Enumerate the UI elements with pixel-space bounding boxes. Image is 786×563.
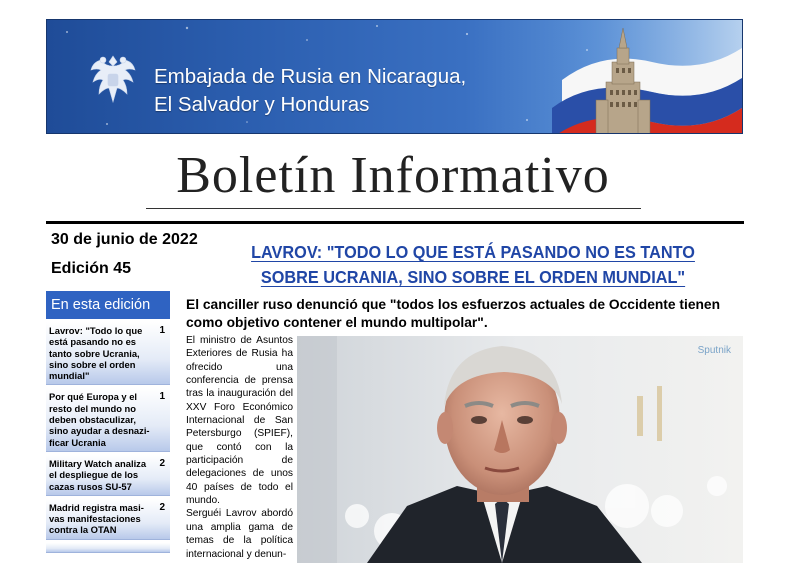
toc-item-lavrov[interactable] (46, 322, 170, 385)
toc-item-military-watch[interactable] (46, 455, 170, 496)
toc-item-next[interactable] (46, 543, 170, 553)
table-of-contents (46, 291, 170, 563)
russian-flag-icon (552, 20, 742, 134)
headline-line1: LAVROV: "TODO LO QUE ESTÁ PASANDO NO ES TANTO (251, 242, 695, 262)
newsletter-title: Boletín Informativo (176, 147, 610, 204)
article-headline (228, 240, 717, 290)
double-headed-eagle-emblem-icon (77, 42, 149, 114)
masthead-underline (146, 208, 641, 209)
body-paragraph-1: El ministro de Asuntos Exteriores de Rusia ha ofrecido una conferencia de prensa tras la inauguración del XXV Foro Económico Internacional de San Petersburgo (SPIEF), que contó con la participación de delegaciones de unos 40 países de todo el mundo. (186, 335, 293, 507)
embassy-title (154, 63, 466, 119)
photo-credit: Sputnik (697, 345, 731, 356)
article-photo (297, 336, 743, 563)
embassy-banner (46, 19, 743, 134)
toc-header: En esta edición (46, 291, 170, 319)
toc-item-page: 2 (159, 501, 165, 513)
section-divider (46, 221, 744, 224)
headline-line2: SOBRE UCRANIA, SINO SOBRE EL ORDEN MUNDIAL" (260, 267, 686, 287)
toc-item-label: Lavrov: "Todo lo que está pasando no es tanto sobre Ucrania, sino sobre el orden mundial" (49, 325, 143, 382)
toc-item-page: 1 (159, 391, 165, 403)
article-lead: El canciller ruso denunció que "todos los esfuerzos actuales de Occidente tienen como objetivo contener el mundo multipolar". (186, 297, 721, 330)
toc-item-madrid[interactable] (46, 499, 170, 540)
article-body (186, 334, 293, 561)
toc-item-label: Military Watch analiza el despliegue de los cazas rusos SU-57 (49, 457, 147, 492)
issue-date: 30 de junio de 2022 (51, 231, 198, 248)
issue-edition: Edición 45 (51, 260, 132, 277)
lavrov-portrait-image (297, 336, 743, 563)
toc-item-label: Por qué Europa y el resto del mundo no deben obstaculizar, sino ayudar a desnazi- ficar Ucrania (49, 391, 150, 448)
toc-item-label: Madrid registra masi- vas manifestaciones contra la OTAN (49, 501, 144, 536)
toc-item-europa[interactable] (46, 388, 170, 451)
toc-item-page: 1 (159, 325, 165, 336)
toc-item-page: 2 (159, 457, 165, 469)
embassy-title-line1: Embajada de Rusia en Nicaragua, (154, 65, 467, 88)
body-paragraph-2: Serguéi Lavrov abordó una amplia gama de temas de la política internacional y denun- (186, 508, 293, 560)
embassy-title-line2: El Salvador y Honduras (154, 93, 370, 116)
